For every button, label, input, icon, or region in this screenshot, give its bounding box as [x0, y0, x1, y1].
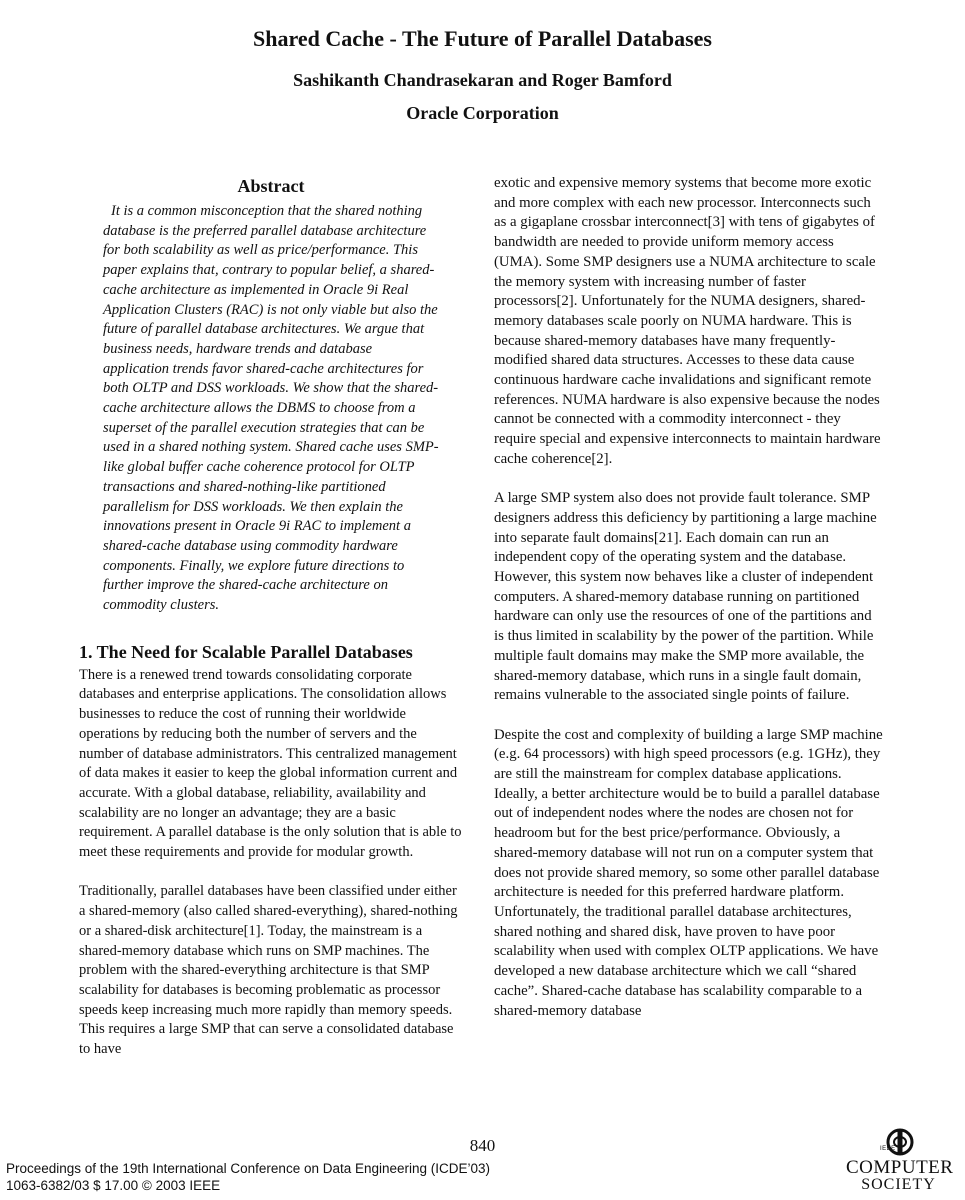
proceedings-line: Proceedings of the 19th International Conference on Data Engineering (ICDE’03)	[6, 1161, 491, 1176]
page-number: 840	[469, 1136, 496, 1155]
body-paragraph: Traditionally, parallel databases have been classified under either a shared-memory (also called shared-everything), shared-nothing or a shared-disk architecture[1]. Today, the mainstream is a shared-memory database which runs on SMP machines. The problem with the shared-everything architecture is that SMP scalability for databases is becoming problematic as processor speeds keep increasing much more rapidly than memory speeds. This requires a large SMP that can serve a consolidated database to have	[79, 883, 458, 1058]
section-heading: 1. The Need for Scalable Parallel Databases	[79, 641, 413, 662]
paper-authors: Sashikanth Chandrasekaran and Roger Bamford	[293, 70, 672, 90]
logo-computer-text: COMPUTER	[846, 1157, 954, 1178]
left-column	[79, 174, 463, 1080]
abstract-text: It is a common misconception that the shared nothing database is the preferred parallel database architecture for both scalability as well as price/performance. This paper explains that, contrary to popular belief, a shared-cache architecture as implemented in Oracle 9i Real Application Clusters (RAC) is not only viable but also the future of parallel database architectures. We argue that business needs, hardware trends and database application trends favor shared-cache architectures for both OLTP and DSS workloads. We show that the shared-cache architecture allows the DBMS to choose from a superset of the parallel execution strategies that can be used in a shared nothing system. Shared cache uses SMP-like global buffer cache coherence protocol for OLTP transactions and shared-nothing-like partitioned parallelism for DSS workloads. We then explain the innovations present in Oracle 9i RAC to implement a shared-cache database using commodity hardware components. Finally, we explore future directions to further improve the shared-cache architecture on commodity clusters.	[103, 203, 439, 614]
paper-affiliation: Oracle Corporation	[406, 103, 559, 123]
footer-citation	[6, 1160, 490, 1194]
issn-line: 1063-6382/03 $ 17.00 © 2003 IEEE	[6, 1178, 221, 1193]
ieee-emblem-icon	[883, 1128, 917, 1158]
abstract-heading: Abstract	[237, 176, 305, 196]
right-column	[494, 174, 884, 1041]
logo-society-text: SOCIETY	[861, 1176, 936, 1193]
ieee-computer-society-logo	[846, 1128, 954, 1194]
body-paragraph: exotic and expensive memory systems that become more exotic and more complex with each new processor. Interconnects such as a gigaplane crossbar interconnect[3] with tens of gigabytes of bandwidth are needed to provide uniform memory access (UMA). Some SMP designers use a NUMA architecture to scale the memory system with increasing number of faster processors[2]. Unfortunately for the NUMA designers, shared-memory databases scale poorly on NUMA hardware. This is because shared-memory databases have many frequently-modified shared data structures. Accesses to these data cause continuous hardware cache invalidations and significant remote references. NUMA hardware is also expensive because the nodes cannot be connected with a commodity interconnect - they require special and expensive interconnects to maintain hardware cache coherence[2].	[494, 175, 881, 467]
body-paragraph: Despite the cost and complexity of building a large SMP machine (e.g. 64 processors) with high speed processors (e.g. 1GHz), they are still the mainstream for complex database applications. Ideally, a better architecture would be to build a parallel database out of independent nodes where the nodes are chosen not for headroom but for the best price/performance. Obviously, a shared-memory database will not run on a computer system that does not provide shared memory, so some other parallel database architecture is needed for this preferred hardware platform. Unfortunately, the traditional parallel database architectures, shared nothing and shared disk, have proven to have poor scalability when used with complex OLTP applications. We have developed a new database architecture which we call “shared cache”. Shared-cache database has scalability comparable to a shared-memory database	[494, 726, 883, 1019]
paper-title: Shared Cache - The Future of Parallel Databases	[253, 26, 712, 51]
body-paragraph: There is a renewed trend towards consolidating corporate databases and enterprise applications. The consolidation allows businesses to reduce the cost of running their worldwide operations by reducing both the number of servers and the number of database administrators. This centralized management of data makes it easier to keep the global information current and accurate. With a global database, reliability, availability and scalability are no longer an advantage; they are a basic requirement. A parallel database is the only solution that is able to meet these requirements and provide for modular growth.	[79, 666, 462, 861]
body-paragraph: A large SMP system also does not provide fault tolerance. SMP designers address this deficiency by partitioning a large machine into separate fault domains[21]. Each domain can run an independent copy of the operating system and the database. However, this system now behaves like a cluster of independent computers. A shared-memory database running on partitioned hardware can only use the resources of one of the partitions and is thus limited in scalability by the power of the partition. While multiple fault domains may make the SMP more available, the shared-memory database, which runs in a single fault domain, remains vulnerable to the associated single points of failure.	[494, 490, 877, 704]
ieee-small-label: IEEE	[880, 1146, 896, 1152]
